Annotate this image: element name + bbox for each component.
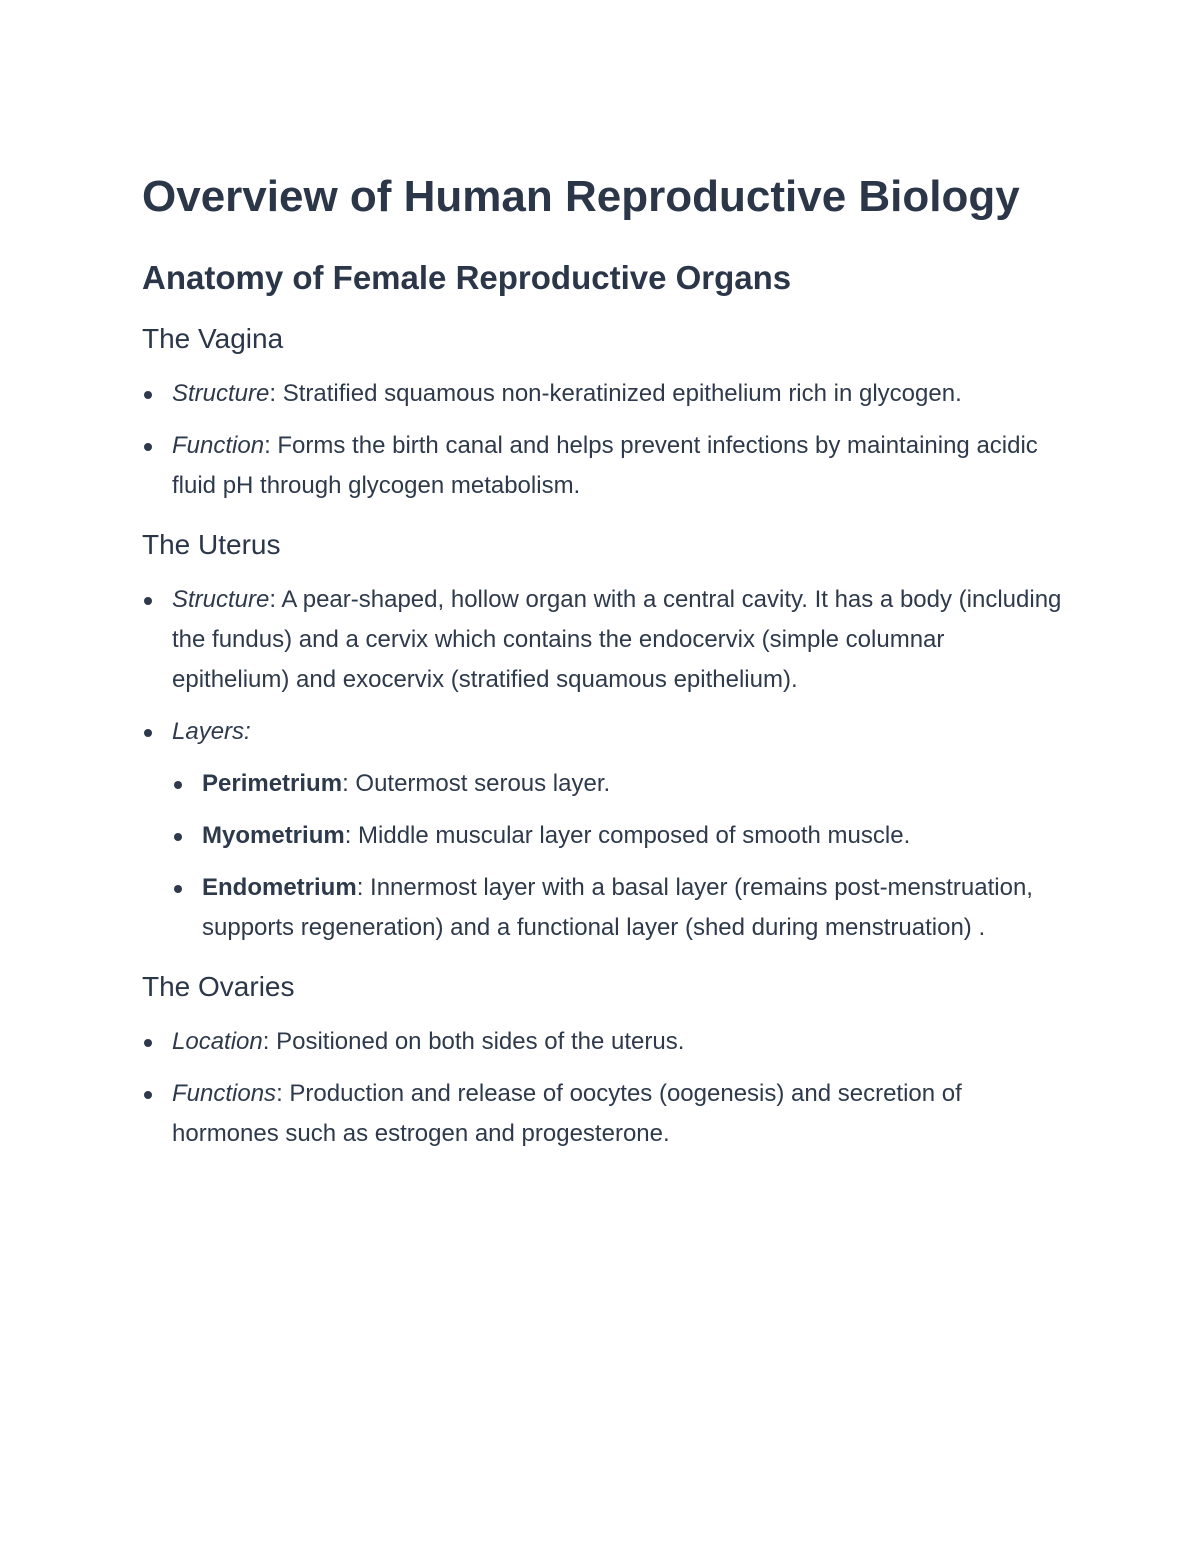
layer-name: Myometrium xyxy=(202,822,345,849)
layer-text: : Innermost layer with a basal layer (remains post-menstruation, supports regeneration) and a functional layer (shed during menstruation) . xyxy=(202,874,1033,941)
document-page xyxy=(142,165,1062,1166)
vagina-list xyxy=(142,374,1062,506)
bullet-icon xyxy=(174,885,182,893)
item-colon: : xyxy=(244,718,251,745)
layer-text: : Outermost serous layer. xyxy=(342,770,611,797)
bullet-icon xyxy=(144,597,152,605)
list-item xyxy=(142,374,1062,414)
layers-list xyxy=(172,764,1062,948)
item-text: : Forms the birth canal and helps prevent infections by maintaining acidic fluid pH through glycogen metabolism. xyxy=(172,432,1038,499)
list-item xyxy=(142,1022,1062,1062)
subheading-ovaries: The Ovaries xyxy=(142,971,295,1002)
item-label: Structure xyxy=(172,586,270,613)
bullet-icon xyxy=(144,729,152,737)
layer-name: Endometrium xyxy=(202,874,357,901)
list-item xyxy=(172,816,1062,856)
bullet-icon xyxy=(144,443,152,451)
item-text: : Stratified squamous non-keratinized epithelium rich in glycogen. xyxy=(269,380,962,407)
item-label: Structure xyxy=(172,380,270,407)
subheading-uterus: The Uterus xyxy=(142,529,281,560)
subheading-vagina: The Vagina xyxy=(142,323,284,354)
section-heading: Anatomy of Female Reproductive Organs xyxy=(142,259,792,296)
layer-name: Perimetrium xyxy=(202,770,343,797)
item-text: : A pear-shaped, hollow organ with a central cavity. It has a body (including the fundus) and a cervix which contains the endocervix (simple columnar epithelium) and exocervix (stratified squamous epithelium). xyxy=(172,586,1062,693)
item-label: Location xyxy=(172,1028,263,1055)
ovaries-list xyxy=(142,1022,1062,1154)
item-label: Functions xyxy=(172,1080,277,1107)
bullet-icon xyxy=(144,1039,152,1047)
bullet-icon xyxy=(174,833,182,841)
bullet-icon xyxy=(144,1091,152,1099)
layer-text: : Middle muscular layer composed of smooth muscle. xyxy=(344,822,911,849)
list-item xyxy=(142,1074,1062,1154)
list-item xyxy=(142,426,1062,506)
item-text: : Positioned on both sides of the uterus. xyxy=(262,1028,685,1055)
item-label: Function xyxy=(172,432,265,459)
page-title: Overview of Human Reproductive Biology xyxy=(142,172,1020,221)
bullet-icon xyxy=(144,391,152,399)
list-item xyxy=(172,764,1062,804)
bullet-icon xyxy=(174,781,182,789)
list-item xyxy=(142,712,1062,948)
uterus-list xyxy=(142,580,1062,948)
item-text: : Production and release of oocytes (oogenesis) and secretion of hormones such as estrogen and progesterone. xyxy=(172,1080,962,1147)
list-item xyxy=(142,580,1062,700)
list-item xyxy=(172,868,1062,948)
item-label: Layers xyxy=(172,718,245,745)
